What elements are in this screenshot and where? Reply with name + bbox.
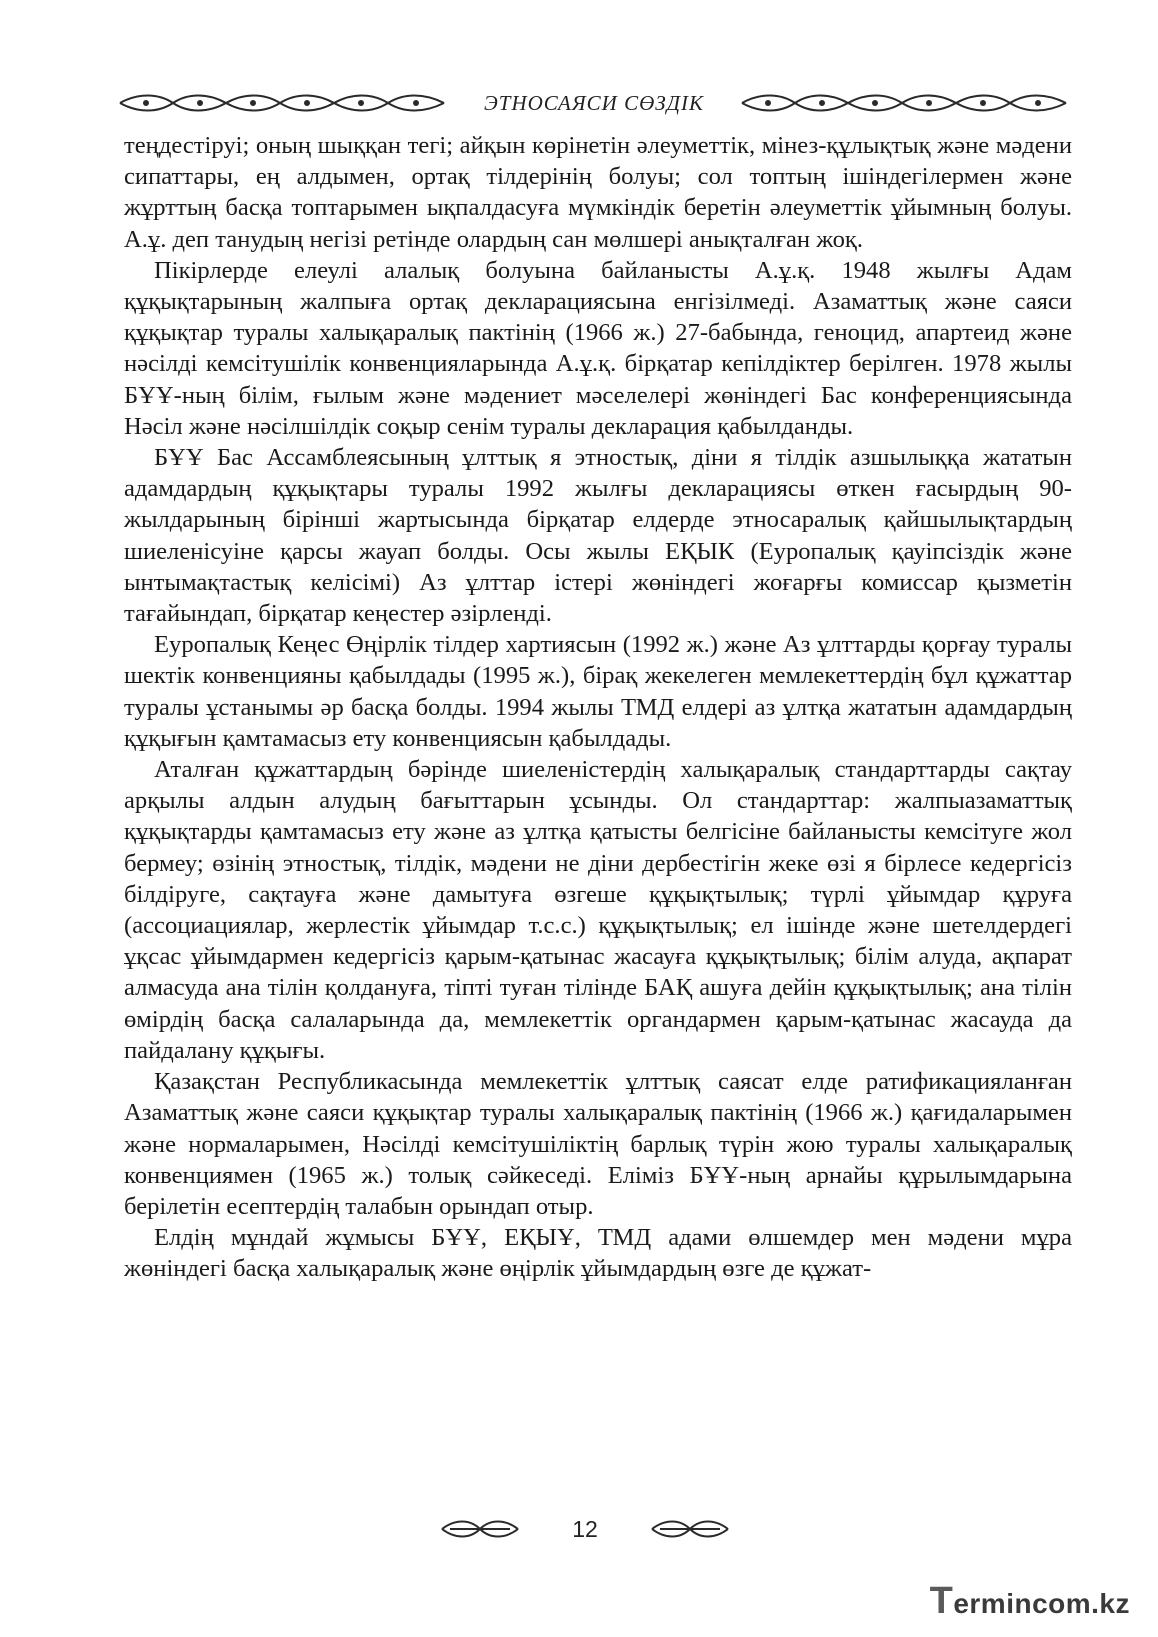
paragraph: Елдің мұндай жұмысы БҰҰ, ЕҚЫҰ, ТМД адами өлшемдер мен мәдени мұра жөніндегі басқа халықаралық және өңірлік ұйымдардың өзге де құжат- bbox=[124, 1224, 1072, 1283]
running-title: ЭТНОСАЯСИ СӨЗДІК bbox=[484, 90, 704, 115]
left-swirl-icon bbox=[440, 1517, 520, 1541]
paragraph: Қазақстан Республикасында мемлекеттік ұлттық саясат елде ратификацияланған Азаматтық және саяси құқықтар туралы халықаралық пактінің (1966 ж.) қағидаларымен және нормаларымен, Нәсілді кемсітушіліктің барлық түрін жою туралы халықаралық конвенциямен (1965 ж.) толық сәйкеседі. Еліміз БҰҰ-ның арнайы құрылымдарына берілетін есептердің талабын орындап отыр. bbox=[124, 1068, 1072, 1220]
paragraph: Еуропалық Кеңес Өңірлік тілдер хартиясын (1992 ж.) және Аз ұлттарды қорғау туралы шектік конвенцияны қабылдады (1995 ж.), бірақ жекелеген мемлекеттердің бұл құжаттар туралы ұстанымы әр басқа болды. 1994 жылы ТМД елдері аз ұлтқа жататын адамдардың құқығын қамтамасыз ету конвенциясын қабылдады. bbox=[124, 631, 1072, 752]
paragraph: БҰҰ Бас Ассамблеясының ұлттық я этностық, діни я тілдік азшылыққа жататын адамдардың құқықтары туралы 1992 жылғы декларациясы өткен ғасырдың 90-жылдарының бірінші жартысында бірқатар елдерде этносаралық қайшылықтардың шиеленісуіне қарсы жауап болды. Осы жылы ЕҚЫК (Еуропалық қауіпсіздік және ынтымақтастық келісімі) Аз ұлттар істері жөніндегі жоғарғы комиссар қызметін тағайындап, бірқатар кеңестер әзірленді. bbox=[124, 444, 1072, 628]
page-number: 12 bbox=[572, 1515, 598, 1542]
body-text bbox=[124, 130, 1072, 1285]
watermark-initial: T bbox=[929, 1580, 954, 1622]
page-footer bbox=[440, 1512, 730, 1546]
paragraph: теңдестіруі; оның шыққан тегі; айқын көрінетін әлеуметтік, мінез-құлықтық және мәдени сипаттары, ең алдымен, ортақ тілдерінің болуы; сол топтың ішіндегілермен және жұрттың басқа топтарымен ықпалдасуға мүмкіндік беретін әлеуметтік ұйымның болуы. А.ұ. деп танудың негізі ретінде олардың сан мөлшері анықталған жоқ. bbox=[124, 132, 1072, 253]
paragraph: Пікірлерде елеулі алалық болуына байланысты А.ұ.қ. 1948 жылғы Адам құқықтарының жалпыға ортақ декларациясына енгізілмеді. Азаматтық және саяси құқықтар туралы халықаралық пактінің (1966 ж.) 27-бабында, геноцид, апартеид және нәсілді кемсітушілік конвенцияларында А.ұ.қ. бірқатар кепілдіктер берілген. 1978 жылы БҰҰ-ның білім, ғылым және мәдениет мәселелері жөніндегі Бас конференциясында Нәсіл және нәсілшілдік соқыр сенім туралы декларация қабылданды. bbox=[124, 256, 1072, 440]
left-ornament-icon bbox=[118, 91, 448, 115]
watermark-logo bbox=[930, 1580, 1130, 1623]
right-ornament-icon bbox=[740, 91, 1070, 115]
right-swirl-icon bbox=[650, 1517, 730, 1541]
watermark-text: ermincom.kz bbox=[953, 1588, 1130, 1619]
paragraph: Аталған құжаттардың бәрінде шиеленістердің халықаралық стандарттарды сақтау арқылы алдын алудың бағыттарын ұсынды. Ол стандарттар: жалпыазаматтық құқықтарды қамтамасыз ету және аз ұлтқа қатысты белгісіне байланысты кемсітуге жол бермеу; өзінің этностық, тілдік, мәдени не діни дербестігін жеке өзі я бірлесе кедергісіз білдіруге, сақтауға және дамытуға өзгеше құқықтылық; түрлі ұйымдар құруға (ассоциациялар, жерлестік ұйымдар т.с.с.) құқықтылық; ел ішінде және шетелдердегі ұқсас ұйымдармен кедергісіз қарым-қатынас жасауға құқықтылық; білім алуда, ақпарат алмасуда ана тілін қолдануға, тіпті туған тілінде БАҚ ашуға дейін құқықтылық; ана тілін өмірдің басқа салаларында да, мемлекеттік органдармен қарым-қатынас жасауда да пайдалану құқығы. bbox=[124, 756, 1072, 1064]
running-header bbox=[118, 88, 1070, 118]
